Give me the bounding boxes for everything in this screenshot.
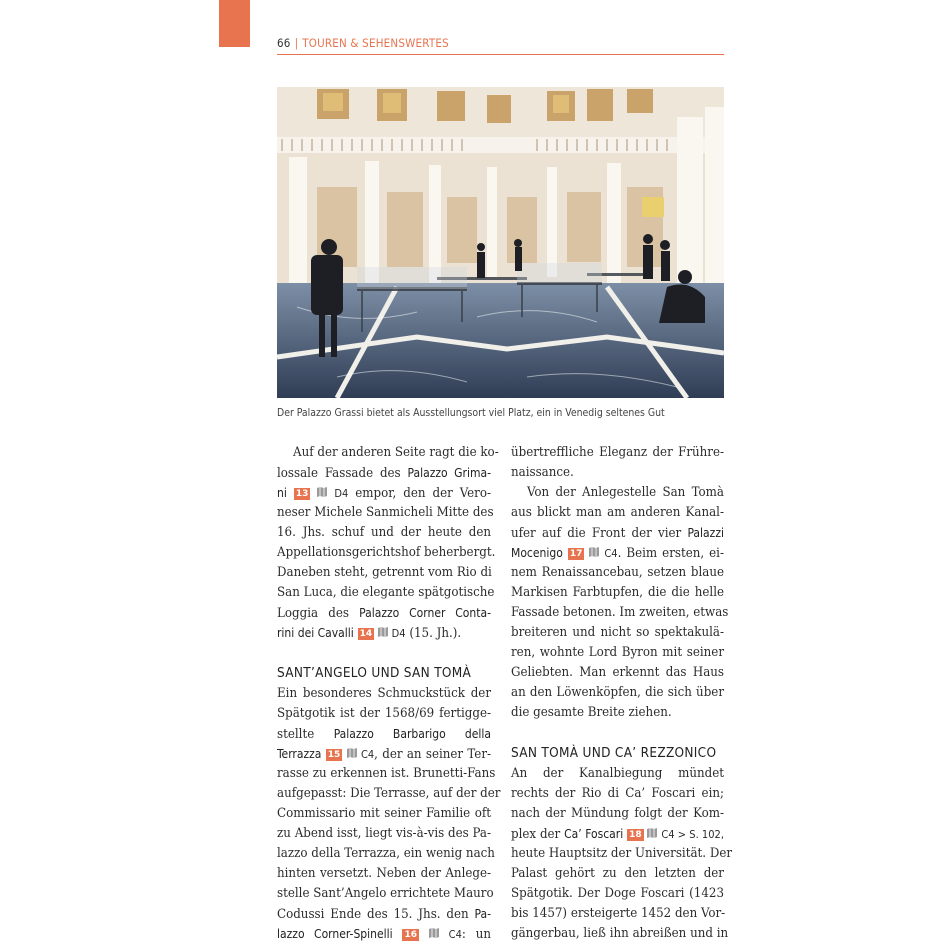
text-line: Geliebten. Man erkennt das Haus (511, 665, 724, 680)
sight-name: Palazzi (687, 526, 724, 540)
text-line: ni 13 D4 empor, den der Vero- (277, 486, 491, 501)
text-line: rini dei Cavalli 14 D4 (15. Jh.). (277, 626, 462, 641)
text-line: rasse zu erkennen ist. Brunetti-Fans (277, 766, 496, 781)
text-line: heute Hauptsitz der Universität. Der (511, 846, 733, 861)
sight-number-badge: 13 (295, 489, 309, 499)
text-line: Fassade betonen. Im zweiten, etwas (511, 605, 729, 620)
text-line: Markisen Farbtupfen, die die helle (511, 585, 724, 600)
sight-name: ni (277, 486, 287, 500)
text-line: Palast gehört zu den letzten der (511, 866, 724, 881)
text-line: Terrazza 15 C4, der an seiner Ter- (277, 747, 491, 762)
text-line: Mocenigo 17 C4. Beim ersten, ei- (511, 546, 724, 561)
text-line: lazzo Corner-Spinelli 16 C4: un (277, 927, 491, 942)
map-icon (317, 487, 327, 497)
page-number: 66 (277, 36, 291, 50)
text-line: lossale Fassade des Palazzo Grima- (277, 466, 491, 481)
sight-name: Palazzo Corner Conta- (359, 606, 491, 620)
text-line: ufer auf die Front der vier Palazzi (511, 526, 724, 541)
map-grid: D4 (391, 627, 406, 640)
text-line: rechts der Rio di Ca’ Foscari ein; (511, 786, 724, 801)
text-line: die gesamte Breite ziehen. (511, 705, 672, 720)
chapter-tab (219, 0, 250, 47)
sight-name: rini dei Cavalli (277, 626, 354, 640)
section-title: TOUREN & SEHENSWERTES (302, 36, 449, 50)
text-line: Appellationsgerichtshof beherbergt. (277, 545, 496, 560)
text-line: Commissario mit seiner Familie oft (277, 806, 491, 821)
running-header (277, 36, 724, 54)
text-line: hinten versetzt. Neben der Anlege- (277, 866, 491, 881)
text-line: neser Michele Sanmicheli Mitte des (277, 505, 494, 520)
text-line: An der Kanalbiegung mündet (511, 766, 724, 781)
sight-number-badge: 15 (327, 750, 341, 760)
sight-name: Terrazza (277, 747, 322, 761)
text-line: breiteren und nicht so spektakulä- (511, 625, 724, 640)
text-line: aufgepasst: Die Terrasse, auf der der (277, 786, 501, 801)
section-heading: SANT’ANGELO UND SAN TOMÀ (277, 665, 472, 681)
sight-name: Pa- (474, 907, 491, 921)
map-icon (347, 748, 357, 758)
text-line: plex der Ca’ Foscari 18 C4 > S. 102, (511, 827, 724, 842)
map-grid: C4 (661, 828, 675, 841)
text-line: Loggia des Palazzo Corner Conta- (277, 606, 491, 621)
text-line: San Luca, die elegante spätgotische (277, 585, 495, 600)
map-grid: C4 (448, 928, 462, 941)
text-line: 16. Jhs. schuf und der heute den (277, 525, 491, 540)
sight-name: Ca’ Foscari (564, 827, 624, 841)
sight-name: lazzo Corner-Spinelli (277, 927, 393, 941)
sight-name: Mocenigo (511, 546, 563, 560)
text-line: stellte Palazzo Barbarigo della (277, 727, 491, 742)
map-icon (589, 547, 599, 557)
text-line: nach der Mündung folgt der Kom- (511, 806, 724, 821)
sight-number-badge: 17 (569, 549, 583, 559)
sight-number-badge: 14 (359, 629, 373, 639)
text-line: aus blickt man am anderen Kanal- (511, 505, 724, 520)
sight-number-badge: 18 (629, 830, 642, 840)
text-line: Auf der anderen Seite ragt die ko- (293, 445, 499, 460)
text-line: Spätgotik. Der Doge Foscari (1423 (511, 886, 724, 901)
map-grid: D4 (334, 487, 349, 500)
text-line: Daneben steht, getrennt vom Rio di (277, 565, 492, 580)
sight-name: Palazzo Grima- (407, 466, 491, 480)
header-separator: | (294, 36, 299, 50)
sight-number-badge: 16 (404, 930, 418, 940)
text-line: an den Löwenköpfen, die sich über (511, 685, 724, 700)
photo-caption: Der Palazzo Grassi bietet als Ausstellungsort viel Platz, ein in Venedig seltenes Gut (277, 407, 665, 419)
text-line: Codussi Ende des 15. Jhs. den Pa- (277, 907, 491, 922)
page-reference: > S. 102, (674, 828, 724, 841)
text-line: bis 1457) ersteigerte 1452 den Vor- (511, 906, 726, 921)
map-grid: C4 (604, 547, 618, 560)
sight-name: Palazzo Barbarigo della (333, 727, 491, 741)
text-line: zu Abend isst, liegt vis-à-vis des Pa- (277, 826, 491, 841)
header-rule (277, 54, 724, 55)
text-line: ren, wohnte Lord Byron mit seiner (511, 645, 724, 660)
text-line: lazzo della Terrazza, ein wenig nach (277, 846, 495, 861)
text-line: gängerbau, ließ ihn abreißen und in (511, 926, 729, 941)
text-line: nem Renaissancebau, setzen blaue (511, 565, 724, 580)
text-line: stelle Sant’Angelo errichtete Mauro (277, 886, 494, 901)
text-line: naissance. (511, 465, 574, 480)
text-line: Spätgotik ist der 1568/69 fertigge- (277, 706, 491, 721)
text-line: übertreffliche Eleganz der Frühre- (511, 445, 724, 460)
map-icon (647, 828, 657, 838)
palazzo-grassi-photo (277, 87, 724, 398)
text-line: Von der Anlegestelle San Tomà (527, 485, 724, 500)
section-heading: SAN TOMÀ UND CA’ REZZONICO (511, 745, 717, 761)
text-line: Ein besonderes Schmuckstück der (277, 686, 491, 701)
map-icon (429, 928, 439, 938)
map-grid: C4 (360, 748, 375, 761)
map-icon (378, 627, 388, 637)
